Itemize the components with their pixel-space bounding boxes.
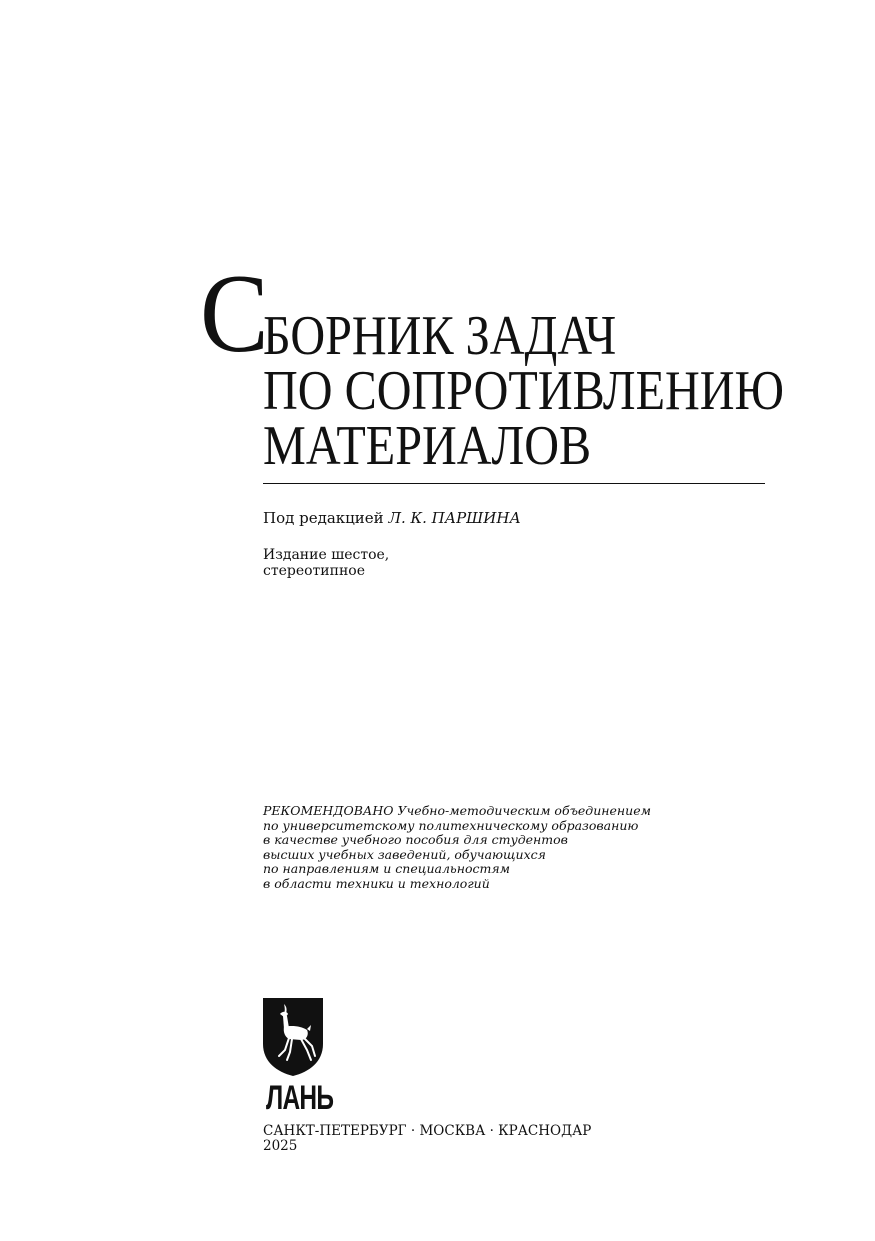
recommendation-line: по направлениям и специальностям xyxy=(263,861,510,877)
edition-line-2: стереотипное xyxy=(263,563,365,579)
recommendation-line: в качестве учебного пособия для студентов xyxy=(263,832,568,848)
title-line-1: БОРНИК ЗАДАЧ xyxy=(263,305,617,367)
edition-info xyxy=(263,547,389,579)
editor-line xyxy=(263,509,521,527)
publication-year: 2025 xyxy=(263,1138,298,1154)
recommendation-line: высших учебных заведений, обучающихся xyxy=(263,846,546,862)
publisher-logo-text: ЛАНЬ xyxy=(266,1079,334,1117)
editor-prefix: Под редакцией xyxy=(263,509,384,527)
title-divider xyxy=(263,483,765,484)
title-dropcap: С xyxy=(200,252,269,376)
title-line-3: МАТЕРИАЛОВ xyxy=(263,415,592,477)
title-line-2: ПО СОПРОТИВЛЕНИЮ xyxy=(263,360,785,422)
doe-emblem-icon xyxy=(263,998,323,1078)
recommendation-line: в области техники и технологий xyxy=(263,875,490,891)
edition-line-1: Издание шестое, xyxy=(263,547,390,563)
recommendation-note xyxy=(263,804,651,892)
editor-name: Л. К. ПАРШИНА xyxy=(388,509,521,527)
recommendation-line: по университетскому политехническому образованию xyxy=(263,817,639,833)
publisher-cities: САНКТ-ПЕТЕРБУРГ · МОСКВА · КРАСНОДАР xyxy=(263,1123,592,1139)
recommendation-line: РЕКОМЕНДОВАНО Учебно-методическим объединением xyxy=(263,803,651,818)
publisher-imprint xyxy=(263,1124,591,1154)
